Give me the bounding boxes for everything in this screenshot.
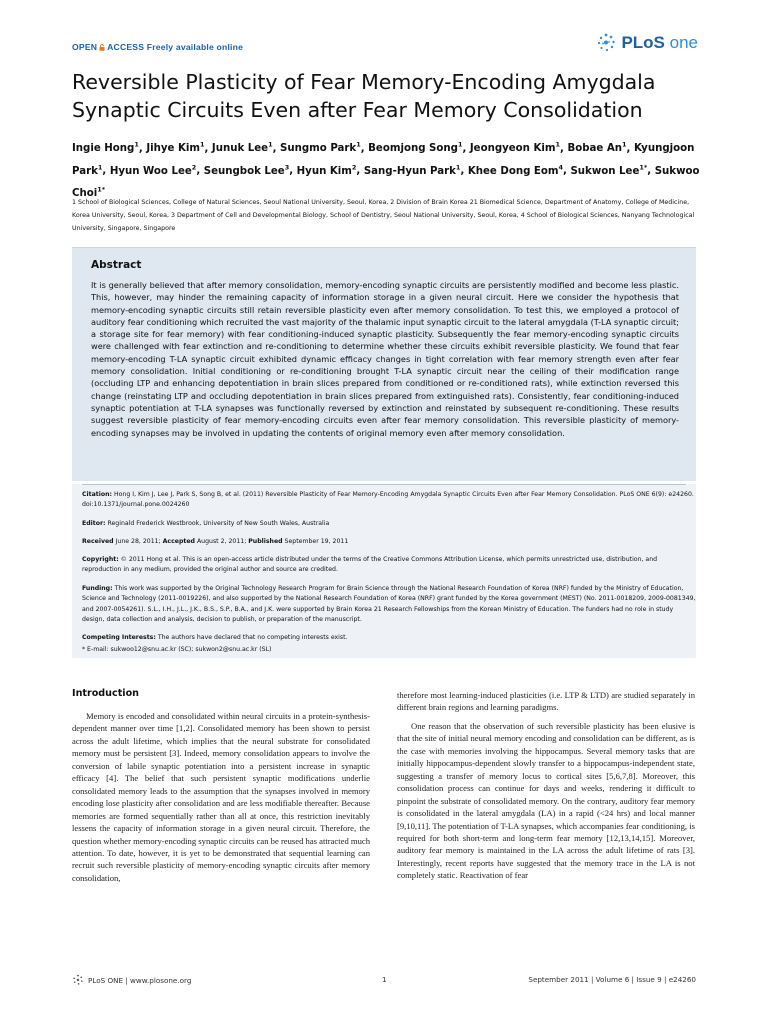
copyright: Copyright: © 2011 Hong et al. This is an open-access article distributed under the terms of the Creative Commons Attribution License, which permits unrestricted use, distribution, and reproduction in any medium, provided the original author and source are credited. [82, 556, 658, 574]
author-affiliation-marker: 1 [97, 163, 103, 172]
logo-one: one [669, 33, 698, 52]
author-affiliation-marker: 1 [356, 141, 361, 149]
footer-issue: September 2011 | Volume 6 | Issue 9 | e24260 [528, 975, 696, 984]
author-affiliation-marker: 1 [199, 141, 205, 149]
author-affiliation-marker: 3 [284, 163, 290, 172]
page-number: 1 [382, 975, 387, 984]
author-affiliation-marker: 1* [639, 163, 648, 172]
affiliations: 1 School of Biological Sciences, College of Natural Sciences, Seoul National University, Seoul, Korea, 2 Division of Brain Korea 21 Biomedical Science, Department of Anatomy, College of Medicine, Korea University, Seoul, Korea, 3 Department of Cell and Developmental Biology, School of Dentistry, Seoul National University, Seoul, Korea, 4 School of Biological Sciences, Nanyang Technological University, Singapore, Singapore [72, 199, 695, 232]
author-name: Beomjong Song$^1$ [368, 141, 463, 155]
editor: Editor: Reginald Frederick Westbrook, University of New South Wales, Australia [82, 520, 330, 527]
author-affiliation-marker: 1 [555, 141, 561, 149]
author-name: Sukwon Lee$^{1*}$ [570, 163, 648, 177]
author-name: Hyun Kim$^2$ [296, 163, 357, 177]
footer-journal: PLoS ONE | www.plosone.org [88, 975, 192, 985]
abstract-panel [72, 247, 696, 481]
logo-plos: PLoS [621, 33, 665, 52]
author-affiliation-marker: 1 [455, 163, 461, 172]
plos-footer-icon [72, 974, 84, 986]
body-column-right [397, 689, 695, 882]
citation: Citation: Hong I, Kim J, Lee J, Park S, Song B, et al. (2011) Reversible Plasticity of Fear Memory-Encoding Amygdala Synaptic Circuits Even after Fear Memory Consolidation. PLoS ONE 6(9): e24260. doi:10.1371/journal.pone.0024260 [82, 491, 694, 509]
author-name: Sang-Hyun Park$^1$ [363, 163, 461, 177]
body-column-left [72, 688, 370, 884]
author-affiliation-marker: 1 [457, 141, 463, 149]
author-name: Jeongyeon Kim$^1$ [469, 141, 561, 155]
author-affiliation-marker: 2 [191, 163, 197, 172]
abstract-heading: Abstract [91, 259, 142, 271]
author-name: Sungmo Park$^1$ [280, 141, 361, 155]
author-affiliation-marker: 1* [97, 185, 106, 194]
open-access-label: OPEN ACCESS Freely available online [72, 42, 244, 52]
corresponding-email: * E-mail: sukwoo12@snu.ac.kr (SC); sukwon2@snu.ac.kr (SL) [82, 646, 272, 653]
competing-interests: Competing Interests: The authors have declared that no competing interests exist. [82, 634, 348, 641]
author-affiliation-marker: 1 [134, 141, 139, 149]
journal-header [72, 33, 698, 64]
author-affiliation-marker: 1 [268, 141, 273, 149]
section-heading-introduction: Introduction [72, 688, 139, 699]
intro-paragraph-1: Memory is encoded and consolidated within neural circuits in a protein-synthesis-dependent manner over time [1,2]. Consolidated memory has been shown to persist across the adult lifetime, which implies that the neural substrate for consolidated memory must be persistent [3]. Indeed, memory consolidation appears to involve the conversion of labile synaptic potentiation into a persistent increase in synaptic efficacy [4]. The belief that such persistent synaptic modifications underlie consolidated memory leads to the assumption that the synapses involved in memory encoding lose plasticity after consolidation and are less modifiable thereafter. Because memories are formed sequentially rather than all at once, this restriction inevitably lessens the capacity of information storage in a given neural circuit. Therefore, the question whether memory-encoding synaptic circuits can be reused has attracted much attention. To date, however, it is yet to be demonstrated that sequential learning can recruit such reversible plasticity of memory-encoding synaptic circuits after memory consolidation, [72, 711, 370, 883]
author-name: Jihye Kim$^1$ [146, 141, 205, 155]
plos-dots-icon [595, 32, 617, 54]
plos-one-logo [595, 28, 698, 58]
article-title: Reversible Plasticity of Fear Memory-Encoding Amygdala Synaptic Circuits Even after Fear Memory Consolidation [72, 70, 656, 122]
author-name: Kyungjoon Park$^1$ [72, 143, 695, 177]
article-metadata [72, 484, 696, 658]
author-name: Ingie Hong$^1$ [72, 141, 139, 155]
intro-paragraph-2: therefore most learning-induced plasticities (i.e. LTP & LTD) are studied separately in different brain regions and learning paradigms. [397, 690, 695, 713]
meta-divider [82, 484, 686, 485]
author-affiliation-marker: 2 [351, 163, 357, 172]
author-name: Khee Dong Eom$^4$ [467, 163, 564, 177]
author-affiliation-marker: 4 [558, 163, 564, 172]
author-list: Ingie Hong$^1$, Jihye Kim$^1$, Junuk Lee$^1$, Sungmo Park$^1$, Beomjong Song$^1$, Jeongyeon Kim$^1$, Bobae An$^1$, Kyungjoon Park$^1$, Hyun Woo Lee$^2$, Seungbok Lee$^3$, Hyun Kim$^2$, Sang-Hyun Park$^1$, Khee Dong Eom$^4$, Sukwon Lee$^{1*}$, Sukwoo Choi$^{1*}$ [72, 141, 700, 200]
funding: Funding: This work was supported by the Original Technology Research Program for Brain Science through the National Research Foundation of Korea (NRF) funded by the Ministry of Education, Science and Technology (2011-0019226), and also supported by the National Research Foundation of Korea (NRF) grant funded by the Korea government (MEST) (No. 2011-0018209, 2009-0081349, and 2007-0054261). S.L., I.H., J.L., J.K., B.S., S.P., B.A., and J.K. were supported by Brain Korea 21 Research Fellowships from the Korean Ministry of Education. The funders had no role in study design, data collection and analysis, decision to publish, or preparation of the manuscript. [82, 585, 696, 623]
page-footer [72, 974, 696, 988]
intro-paragraph-3: One reason that the observation of such reversible plasticity has been elusive is that the site of initial neural memory encoding and consolidation can be different, as is the case with memories involving the hippocampus. Several memory tasks that are initially hippocampus-dependent slowly transfer to a hippocampus-independent state, suggesting a transfer of memory locus to cortical sites [5,6,7,8]. Moreover, this consolidation process can continue for days and weeks, rendering it difficult to pinpoint the substrate of consolidated memory. On the contrary, auditory fear memory is consolidated in the lateral amygdala (LA) in a rapid (<24 hrs) and local manner [9,10,11]. The potentiation of T-LA synapses, which accompanies fear conditioning, is required for both short-term and long-term fear memory [12,13,14,15]. Moreover, auditory fear memory is maintained in the LA across the adult lifetime of rats [3]. Interestingly, recent reports have suggested that the memory trace in the LA is not completely static. Reactivation of fear [397, 720, 695, 881]
author-name: Seungbok Lee$^3$ [203, 163, 290, 177]
author-name: Sukwoo Choi$^{1*}$ [72, 165, 700, 200]
author-name: Bobae An$^1$ [567, 141, 627, 155]
dates: Received June 28, 2011; Accepted August 2, 2011; Published September 19, 2011 [82, 538, 349, 545]
author-name: Hyun Woo Lee$^2$ [109, 163, 197, 177]
open-lock-icon [99, 44, 105, 51]
author-name: Junuk Lee$^1$ [211, 141, 273, 155]
author-affiliation-marker: 1 [621, 141, 627, 149]
abstract-text: It is generally believed that after memory consolidation, memory-encoding synaptic circuits are persistently modified and become less plastic. This, however, may hinder the remaining capacity of information storage in a given neural circuit. Here we consider the hypothesis that memory-encoding synaptic circuits still retain reversible plasticity even after memory consolidation. To test this, we employed a protocol of auditory fear conditioning which recruited the vast majority of the thalamic input synaptic circuit to the lateral amygdala (T-LA synaptic circuit; a storage site for fear memory) with fear conditioning-induced synaptic plasticity. Subsequently the fear memory-encoding synaptic circuits were challenged with fear extinction and re-conditioning to determine whether these circuits exhibit reversible plasticity. We found that fear memory-encoding T-LA synaptic circuit exhibited dynamic efficacy changes in tight correlation with fear memory strength even after fear memory consolidation. Initial conditioning or re-conditioning brought T-LA synaptic circuit near the ceiling of their modification range (occluding LTP and enhancing depotentiation in brain slices prepared from conditioned or re-conditioned rats), while extinction reversed this change (reinstating LTP and occluding depotentiation in brain slices prepared from extinguished rats). Consistently, fear conditioning-induced synaptic potentiation at T-LA synapses was functionally reversed by extinction and reinstated by subsequent re-conditioning. These results suggest reversible plasticity of fear memory-encoding circuits even after fear memory consolidation. This reversible plasticity of memory-encoding synapses may be involved in updating the contents of original memory even after memory consolidation. [91, 280, 679, 438]
